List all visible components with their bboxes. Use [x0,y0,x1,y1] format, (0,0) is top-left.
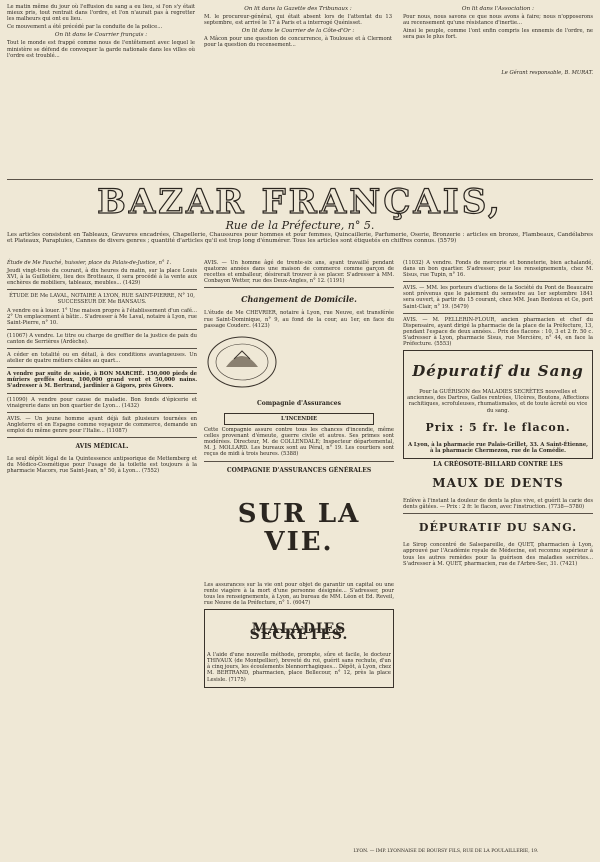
ad-text: A vendre ou à louer. 1° Une maison propre à l'établissement d'un café... 2° Un emplacement à bâtir... S'adresser à Me Laval, notaire à Lyon, rue Saint-Pierre, n° 10. [7,307,197,326]
ad-text: (11032) A vendre. Fonds de mercerie et bonneterie, bien achalandé, dans un bon quartier. S'adresser, pour les renseignements, chez M. Sisus, rue Tupin, n° 16. [403,260,593,279]
divider [204,461,394,462]
news-paragraph: Ainsi le peuple, comme l'ont enfin compris les ennemis de l'ordre, ne sera pas le plus fort. [403,28,593,41]
ad-big-title: DÉPURATIF DU SANG. [418,521,578,535]
ad-text: A vendre par suite de saisie, à BON MARCHÉ. 150,000 pieds de mûriers greffés doux, 100,000 grand vent et 50,000 nains. S'adresser à M. Bertrand, jardinier à Gigors, près Givors. [7,371,197,390]
ad-big-title: MALADIES SECRÈTES. [249,620,349,644]
ads-column-2 [204,260,394,688]
ad-text: AVIS. — MM. les porteurs d'actions de la Société du Pont de Beaucaire sont prévenus que le paiement du semestre au 1er septembre 1841 sera ouvert, à partir du 15 courant, chez MM. Jean Bontoux et Ce, port Saint-Clair, n° 19. (5479) [403,285,593,310]
news-source-heading: On lit dans la Gazette des Tribunaux : [244,6,352,12]
bazar-address: Rue de la Préfecture, n° 5. [225,219,375,232]
ad-text: AVIS. — Un jeune homme ayant déjà fait plusieurs tournées en Angleterre et en Espagne comme voyageur de commerce, demande un emploi du même genre pour l'Italie... (11087) [7,415,197,434]
divider [7,412,197,413]
ads-column-3 [403,260,593,569]
ad-heading: ÉTUDE DE Me LAVAL, NOTAIRE A LYON, RUE SAINT-PIERRE, N° 10, SUCCESSEUR DE Me BANSAUS. [9,293,195,306]
ad-big-title: MAUX DE DENTS [432,475,564,490]
ad-text: (11067) A vendre. Le titre ou charge de greffier de la justice de paix du canton de Serrières (Ardèche). [7,332,197,345]
divider [7,367,197,368]
divider [7,437,197,438]
bazar-description: Les articles consistent en Tableaux, Gravures encadrées, Chapellerie, Chaussures pour hommes et pour femmes, Quincaillerie, Parfumerie, Oserie, Bronzerie : articles en bronze, Flambeaux, Candélabres et Plateaux, Parapluies, Cannes de divers genres ; quantité d'articles qu'il est trop long d'énumérer. Tous les articles sont étiquetés en chiffres connus. (5579) [7,232,593,245]
news-column-1 [7,4,195,61]
ad-text: A céder en totalité ou en détail, à des conditions avantageuses. Un atelier de quatre métiers châles au quart... [7,352,197,365]
news-column-3 [403,4,593,79]
news-paragraph: Le matin même du jour où l'effusion du sang a eu lieu, si l'on s'y était mieux pris, tout rentrait dans l'ordre, et l'on n'aurait pas à regretter les malheurs qui ont eu lieu. [7,4,195,23]
ad-title: COMPAGNIE D'ASSURANCES GÉNÉRALES [226,466,372,474]
ad-title: Changement de Domicile. [241,294,357,305]
ads-column-1 [7,260,197,476]
ad-caption: Compagnie d'Assurances [256,399,342,407]
news-source-heading: On lit dans le Courrier de la Côte-d'Or : [241,28,355,35]
printer-footer: LYON. — IMP. LYONNAISE DE BOURSY FILS, RUE DE LA POULAILLERIE, 19. [353,849,539,854]
ad-text: (11090) A vendre pour cause de maladie. Bon fonds d'épicerie et vinaigrerie dans un bon quartier de Lyon... (1432) [7,396,197,409]
depuratif-box [403,350,593,459]
news-paragraph: Ce mouvement a été précédé par la conduite de la police... [7,24,163,31]
ad-text: L'étude de Me CHEVRIER, notaire à Lyon, rue Neuve, est transférée rue Saint-Dominique, n° 9, au fond de la cour, au 1er, en face du passage Couderc. (4123) [204,310,394,329]
divider [7,179,593,180]
ad-heading: Étude de Me Fauché, huissier, place du Palais-de-Justice, n° 1. [7,260,172,266]
newspaper-page [7,4,593,854]
ad-text: A Lyon, à la pharmacie rue Palais-Grillet, 33. A Saint-Étienne, à la pharmacie Chermezon, rue de la Comédie. [408,441,588,454]
ad-title: AVIS MÉDICAL. [75,442,129,450]
news-source-heading: On lit dans le Courrier français : [54,32,148,39]
bazar-banner [7,176,593,230]
news-column-2 [204,4,392,51]
ad-text: Le Sirop concentré de Salsepareille, de QUET, pharmacien à Lyon, approuvé par l'Académie royale de Médecine, est reconnu supérieur à tous les autres remèdes pour la guérison des maladies secrètes... S'adresser à M. QUET, pharmacien, rue de l'Arbre-Sec, 31. (7421) [403,542,593,567]
gerant-signature: Le Gérant responsable, B. MURAT. [501,70,593,77]
news-source-heading: On lit dans l'Association : [461,6,535,12]
divider [403,313,593,314]
ad-title: LA CRÉOSOTE-BILLARD CONTRE LES [433,460,563,468]
divider [204,287,394,288]
ad-text: Pour la GUÉRISON des MALADIES SECRÈTES nouvelles et anciennes, des Dartres, Galles rentrées, Ulcères, Boutons, Affections rachitiques, scrofuleuses, rhumatismales, et de toute âcreté ou vice du sang. [407,389,589,414]
ad-big-title: Dépuratif du Sang [412,362,584,381]
ad-text: Jeudi vingt-trois du courant, à dix heures du matin, sur la place Louis XVI, à la Guillotière, lieu des Brotteaux, il sera procédé à la vente aux enchères de mobiliers, tableaux, meubles... (1429) [7,268,197,287]
ad-text: Cette Compagnie assure contre tous les chances d'incendie, même celles provenant d'émeute, guerre civile et autres. Ses primes sont modérées. Directeur, M. de COLLENDALE; Inspecteur départemental, M. J. MOLLARD. Les bureaux sont au Péral, n° 19. Les courtiers sont reçus de midi à trois heures. (5388) [204,427,394,458]
ad-text: Le seul dépôt légal de la Quintessence antipsorique de Mettemberg et du Médico-Cosmétique pour l'usage de la toilette est toujours à la pharmacie Macors, rue Saint-Jean, n° 50, à Lyon... (7552) [7,456,197,475]
news-paragraph: Tout le monde est frappé comme nous de l'entêtement avec lequel le ministère se défend de convoquer la garde nationale dans les villes où l'ordre est troublé... [7,40,195,59]
ad-text: Les assurances sur la vie ont pour objet de garantir un capital ou une rente viagère à la mort d'une personne désignée... S'adresser, pour tous les renseignements, à Lyon, au bureau de MM. Léon et Ed. Reveil, rue Neuve de la Préfecture, n° 1. (6047) [204,581,394,606]
incendie-badge: L'INCENDIE [224,413,374,425]
ad-text: A l'aide d'une nouvelle méthode, prompte, sûre et facile, le docteur THIVAUX (de Montpellier), breveté du roi, guérit sans rechute, d'un à cinq jours, les écoulements blennorrhagiques... Dépôt, à Lyon, chez M. BERTRAND, pharmacien, place Bellecour, n° 12, près la place Lesisle. (7175) [207,652,391,683]
ad-text: Enlève à l'instant la douleur de dents la plus vive, et guérit la carie des dents gâtées. — Prix : 2 fr. le flacon, avec l'instruction. (7738—5780) [403,498,593,511]
divider [7,348,197,349]
ad-price: Prix : 5 fr. le flacon. [425,420,571,434]
divider [7,393,197,394]
news-paragraph: Pour nous, nous savons ce que nous avons à faire; nous n'opposerons au recensement qu'une résistance d'inertie... [403,14,593,27]
news-paragraph: M. le procureur-général, qui était absent lors de l'attentat du 13 septembre, est arrivé le 17 à Paris et a interrogé Quénisset. [204,14,392,27]
divider [403,513,593,514]
maladies-box [204,609,394,688]
ad-text: AVIS. — M. PELLERIN-FLOUR, ancien pharmacien et chef du Dispensaire, ayant dirigé la pharmacie de la place de la Préfecture, 13, pendant l'espace de deux années... Prix des flacons : 10, 3 et 2 fr. 50 c. S'adresser à Lyon, pharmacie Sisus, rue Mercière, n° 44, en face la Préfecture. (5553) [403,316,593,348]
ad-big-title: SUR LA VIE. [237,498,361,557]
insurance-seal-icon [204,333,280,391]
divider [7,289,197,290]
divider [7,329,197,330]
divider [403,281,593,282]
news-paragraph: A Mâcon pour une question de concurrence, à Toulouse et à Clermont pour la question du recensement... [204,36,392,49]
ad-text: AVIS. — Un homme âgé de trente-six ans, ayant travaillé pendant quatorze années dans une maison de commerce comme garçon de recettes et emballeur, désirerait trouver à se placer. S'adresser à MM. Conbayon Wetter, rue des Deux-Angles, n° 12. (1191) [204,260,394,285]
bazar-title: BAZAR FRANÇAIS, [97,182,503,222]
